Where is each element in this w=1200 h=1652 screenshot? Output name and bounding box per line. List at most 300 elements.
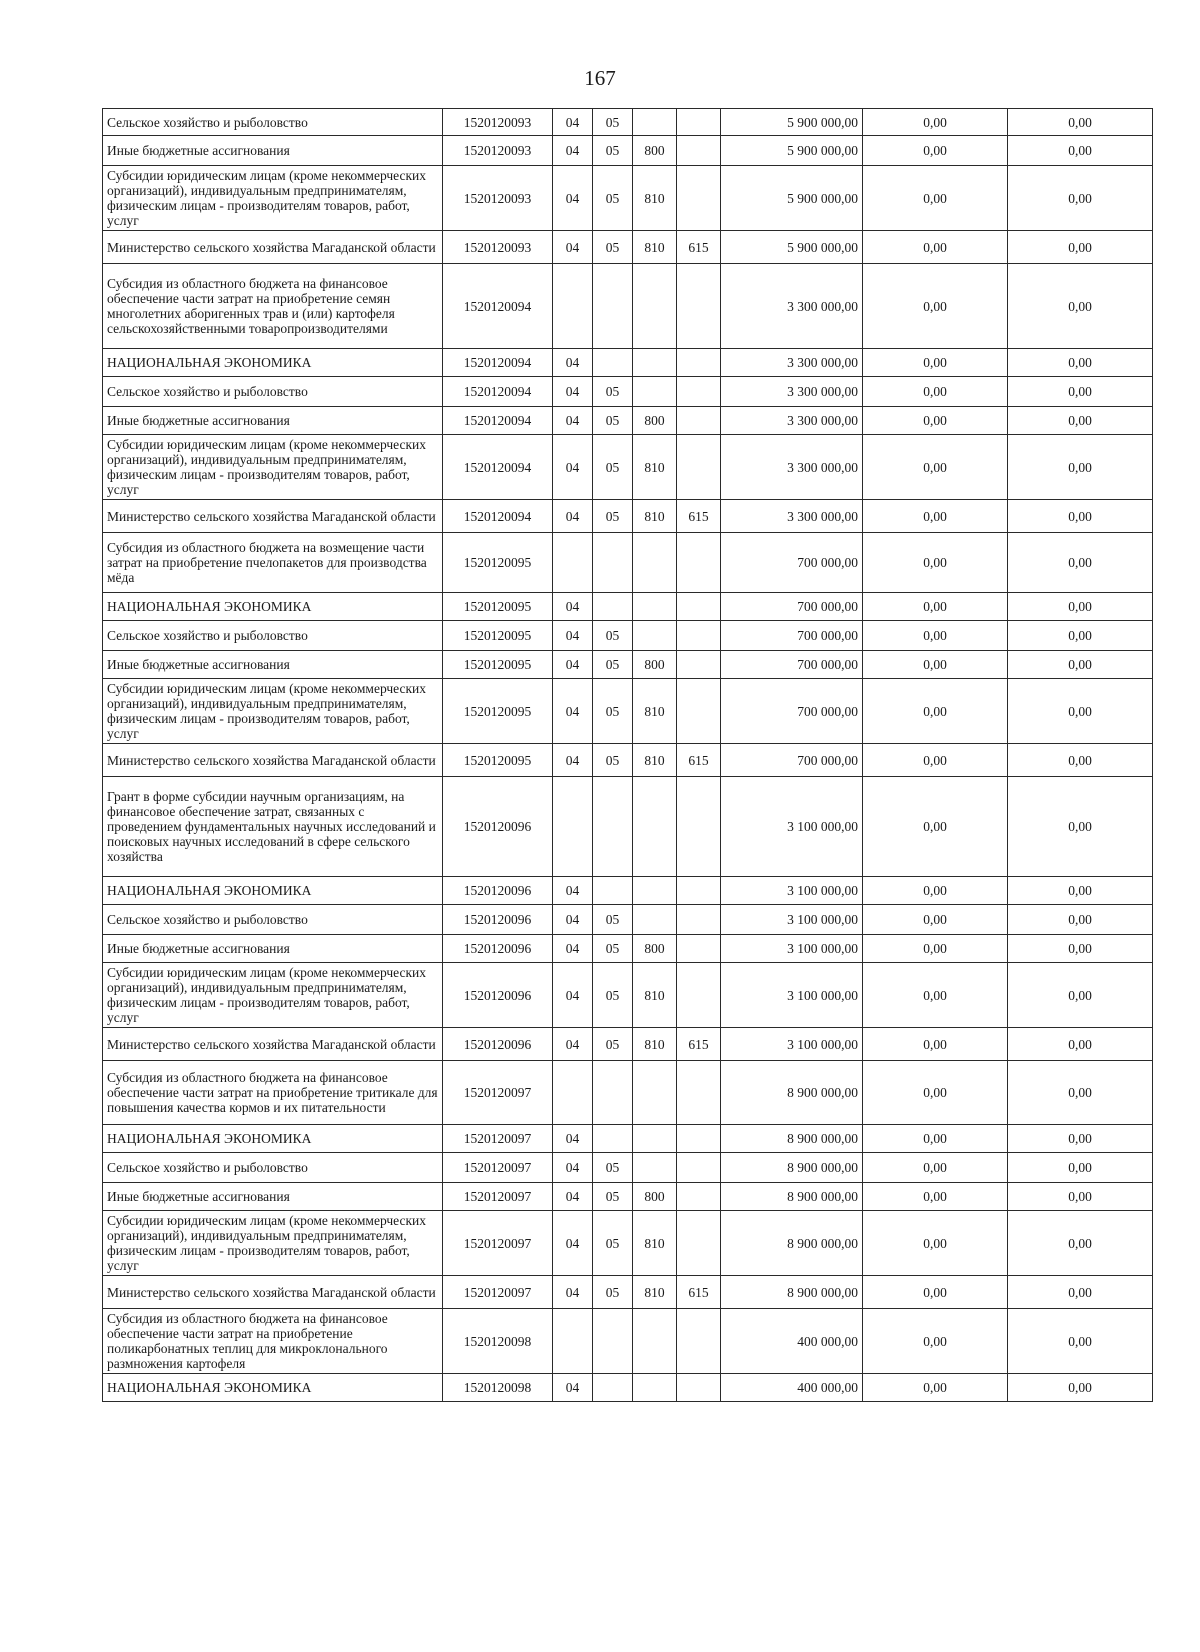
row-name: Субсидия из областного бюджета на возмещение части затрат на приобретение пчелопакетов для производства мёда	[103, 533, 443, 593]
table-row	[103, 1276, 1153, 1309]
csr-code: 1520120095	[443, 533, 553, 593]
section-code: 04	[553, 1183, 593, 1211]
expense-type-code: 810	[633, 1276, 677, 1309]
grbs-code	[677, 1211, 721, 1276]
expense-type-code: 810	[633, 231, 677, 264]
subsection-code: 05	[593, 621, 633, 651]
grbs-code	[677, 593, 721, 621]
grbs-code	[677, 935, 721, 963]
table-row	[103, 905, 1153, 935]
subsection-code	[593, 593, 633, 621]
amount-year3: 0,00	[1008, 963, 1153, 1028]
table-row	[103, 1183, 1153, 1211]
amount-year1: 8 900 000,00	[721, 1276, 863, 1309]
amount-year1: 5 900 000,00	[721, 231, 863, 264]
csr-code: 1520120098	[443, 1374, 553, 1402]
csr-code: 1520120097	[443, 1276, 553, 1309]
subsection-code: 05	[593, 679, 633, 744]
amount-year2: 0,00	[863, 1276, 1008, 1309]
csr-code: 1520120095	[443, 651, 553, 679]
csr-code: 1520120093	[443, 166, 553, 231]
section-code	[553, 1061, 593, 1125]
amount-year2: 0,00	[863, 1028, 1008, 1061]
row-name: Сельское хозяйство и рыболовство	[103, 621, 443, 651]
budget-table-body	[103, 109, 1153, 1402]
expense-type-code: 810	[633, 500, 677, 533]
amount-year3: 0,00	[1008, 935, 1153, 963]
amount-year3: 0,00	[1008, 877, 1153, 905]
csr-code: 1520120095	[443, 593, 553, 621]
row-name: Министерство сельского хозяйства Магаданской области	[103, 500, 443, 533]
csr-code: 1520120096	[443, 935, 553, 963]
section-code: 04	[553, 166, 593, 231]
amount-year1: 700 000,00	[721, 593, 863, 621]
csr-code: 1520120094	[443, 407, 553, 435]
row-name: Министерство сельского хозяйства Магаданской области	[103, 1276, 443, 1309]
section-code: 04	[553, 651, 593, 679]
subsection-code	[593, 877, 633, 905]
amount-year2: 0,00	[863, 905, 1008, 935]
row-name: Субсидии юридическим лицам (кроме некоммерческих организаций), индивидуальным предпринимателям, физическим лицам - производителям товаров, работ, услуг	[103, 963, 443, 1028]
section-code: 04	[553, 1374, 593, 1402]
section-code	[553, 264, 593, 349]
table-row	[103, 935, 1153, 963]
table-row	[103, 744, 1153, 777]
amount-year2: 0,00	[863, 1183, 1008, 1211]
amount-year1: 700 000,00	[721, 621, 863, 651]
amount-year3: 0,00	[1008, 1153, 1153, 1183]
expense-type-code	[633, 1125, 677, 1153]
subsection-code	[593, 1061, 633, 1125]
amount-year3: 0,00	[1008, 1061, 1153, 1125]
expense-type-code: 800	[633, 136, 677, 166]
amount-year1: 700 000,00	[721, 651, 863, 679]
amount-year3: 0,00	[1008, 264, 1153, 349]
grbs-code	[677, 533, 721, 593]
grbs-code	[677, 877, 721, 905]
amount-year1: 3 100 000,00	[721, 1028, 863, 1061]
table-row	[103, 877, 1153, 905]
csr-code: 1520120098	[443, 1309, 553, 1374]
expense-type-code: 810	[633, 1028, 677, 1061]
table-row	[103, 1211, 1153, 1276]
section-code: 04	[553, 231, 593, 264]
subsection-code: 05	[593, 1153, 633, 1183]
subsection-code	[593, 1309, 633, 1374]
expense-type-code	[633, 877, 677, 905]
expense-type-code: 810	[633, 963, 677, 1028]
amount-year3: 0,00	[1008, 593, 1153, 621]
row-name: Министерство сельского хозяйства Магаданской области	[103, 744, 443, 777]
expense-type-code	[633, 905, 677, 935]
row-name: НАЦИОНАЛЬНАЯ ЭКОНОМИКА	[103, 1374, 443, 1402]
amount-year1: 8 900 000,00	[721, 1125, 863, 1153]
amount-year2: 0,00	[863, 264, 1008, 349]
grbs-code: 615	[677, 744, 721, 777]
grbs-code	[677, 905, 721, 935]
table-row	[103, 500, 1153, 533]
row-name: Сельское хозяйство и рыболовство	[103, 109, 443, 136]
subsection-code: 05	[593, 905, 633, 935]
amount-year2: 0,00	[863, 621, 1008, 651]
subsection-code: 05	[593, 963, 633, 1028]
subsection-code: 05	[593, 435, 633, 500]
amount-year2: 0,00	[863, 1061, 1008, 1125]
csr-code: 1520120097	[443, 1061, 553, 1125]
amount-year2: 0,00	[863, 744, 1008, 777]
page-number: 167	[584, 66, 616, 90]
row-name: Иные бюджетные ассигнования	[103, 136, 443, 166]
expense-type-code	[633, 593, 677, 621]
amount-year3: 0,00	[1008, 533, 1153, 593]
expense-type-code	[633, 777, 677, 877]
section-code: 04	[553, 905, 593, 935]
amount-year2: 0,00	[863, 651, 1008, 679]
grbs-code	[677, 963, 721, 1028]
amount-year1: 3 100 000,00	[721, 777, 863, 877]
subsection-code: 05	[593, 166, 633, 231]
grbs-code	[677, 1374, 721, 1402]
expense-type-code: 810	[633, 166, 677, 231]
subsection-code: 05	[593, 109, 633, 136]
table-row	[103, 1309, 1153, 1374]
expense-type-code: 810	[633, 1211, 677, 1276]
section-code: 04	[553, 963, 593, 1028]
section-code: 04	[553, 500, 593, 533]
expense-type-code	[633, 1153, 677, 1183]
amount-year1: 400 000,00	[721, 1309, 863, 1374]
expense-type-code	[633, 109, 677, 136]
expense-type-code	[633, 377, 677, 407]
grbs-code	[677, 1061, 721, 1125]
grbs-code: 615	[677, 1276, 721, 1309]
budget-table	[102, 108, 1153, 1402]
grbs-code	[677, 136, 721, 166]
grbs-code: 615	[677, 1028, 721, 1061]
row-name: Сельское хозяйство и рыболовство	[103, 377, 443, 407]
table-row	[103, 231, 1153, 264]
amount-year3: 0,00	[1008, 109, 1153, 136]
amount-year3: 0,00	[1008, 136, 1153, 166]
amount-year1: 3 100 000,00	[721, 963, 863, 1028]
amount-year2: 0,00	[863, 963, 1008, 1028]
csr-code: 1520120096	[443, 963, 553, 1028]
row-name: Иные бюджетные ассигнования	[103, 1183, 443, 1211]
amount-year3: 0,00	[1008, 621, 1153, 651]
amount-year2: 0,00	[863, 1374, 1008, 1402]
row-name: Субсидия из областного бюджета на финансовое обеспечение части затрат на приобретение поликарбонатных теплиц для микроклонального размножения картофеля	[103, 1309, 443, 1374]
amount-year3: 0,00	[1008, 679, 1153, 744]
amount-year2: 0,00	[863, 349, 1008, 377]
grbs-code	[677, 621, 721, 651]
csr-code: 1520120094	[443, 500, 553, 533]
csr-code: 1520120096	[443, 777, 553, 877]
row-name: Министерство сельского хозяйства Магаданской области	[103, 1028, 443, 1061]
amount-year2: 0,00	[863, 231, 1008, 264]
amount-year1: 3 100 000,00	[721, 877, 863, 905]
section-code: 04	[553, 109, 593, 136]
subsection-code: 05	[593, 500, 633, 533]
amount-year1: 8 900 000,00	[721, 1183, 863, 1211]
csr-code: 1520120094	[443, 264, 553, 349]
expense-type-code	[633, 621, 677, 651]
csr-code: 1520120095	[443, 621, 553, 651]
amount-year2: 0,00	[863, 109, 1008, 136]
expense-type-code: 800	[633, 935, 677, 963]
row-name: Грант в форме субсидии научным организациям, на финансовое обеспечение затрат, связанных с проведением фундаментальных научных исследований и поисковых научных исследований в сфере сельского хозяйства	[103, 777, 443, 877]
amount-year3: 0,00	[1008, 500, 1153, 533]
amount-year1: 400 000,00	[721, 1374, 863, 1402]
amount-year1: 3 100 000,00	[721, 935, 863, 963]
amount-year1: 5 900 000,00	[721, 136, 863, 166]
row-name: Субсидии юридическим лицам (кроме некоммерческих организаций), индивидуальным предпринимателям, физическим лицам - производителям товаров, работ, услуг	[103, 166, 443, 231]
table-row	[103, 1061, 1153, 1125]
amount-year1: 3 300 000,00	[721, 500, 863, 533]
subsection-code	[593, 1125, 633, 1153]
section-code: 04	[553, 877, 593, 905]
csr-code: 1520120093	[443, 136, 553, 166]
grbs-code	[677, 1309, 721, 1374]
grbs-code	[677, 349, 721, 377]
expense-type-code	[633, 1374, 677, 1402]
amount-year3: 0,00	[1008, 1276, 1153, 1309]
amount-year1: 3 300 000,00	[721, 407, 863, 435]
subsection-code: 05	[593, 407, 633, 435]
grbs-code	[677, 777, 721, 877]
table-row	[103, 109, 1153, 136]
subsection-code: 05	[593, 377, 633, 407]
table-row	[103, 963, 1153, 1028]
table-row	[103, 621, 1153, 651]
row-name: Субсидии юридическим лицам (кроме некоммерческих организаций), индивидуальным предпринимателям, физическим лицам - производителям товаров, работ, услуг	[103, 679, 443, 744]
expense-type-code: 800	[633, 651, 677, 679]
table-row	[103, 166, 1153, 231]
row-name: Министерство сельского хозяйства Магаданской области	[103, 231, 443, 264]
amount-year1: 5 900 000,00	[721, 109, 863, 136]
amount-year2: 0,00	[863, 1125, 1008, 1153]
section-code: 04	[553, 1153, 593, 1183]
amount-year2: 0,00	[863, 593, 1008, 621]
subsection-code: 05	[593, 935, 633, 963]
section-code	[553, 777, 593, 877]
csr-code: 1520120096	[443, 877, 553, 905]
amount-year1: 8 900 000,00	[721, 1061, 863, 1125]
grbs-code	[677, 651, 721, 679]
row-name: Иные бюджетные ассигнования	[103, 407, 443, 435]
subsection-code: 05	[593, 1028, 633, 1061]
table-row	[103, 349, 1153, 377]
amount-year2: 0,00	[863, 435, 1008, 500]
grbs-code: 615	[677, 231, 721, 264]
section-code: 04	[553, 407, 593, 435]
row-name: Сельское хозяйство и рыболовство	[103, 1153, 443, 1183]
amount-year1: 3 300 000,00	[721, 264, 863, 349]
table-row	[103, 1028, 1153, 1061]
grbs-code	[677, 377, 721, 407]
row-name: Субсидии юридическим лицам (кроме некоммерческих организаций), индивидуальным предпринимателям, физическим лицам - производителям товаров, работ, услуг	[103, 1211, 443, 1276]
csr-code: 1520120097	[443, 1153, 553, 1183]
expense-type-code: 800	[633, 407, 677, 435]
row-name: НАЦИОНАЛЬНАЯ ЭКОНОМИКА	[103, 349, 443, 377]
subsection-code	[593, 264, 633, 349]
section-code: 04	[553, 593, 593, 621]
amount-year3: 0,00	[1008, 231, 1153, 264]
csr-code: 1520120096	[443, 1028, 553, 1061]
subsection-code: 05	[593, 744, 633, 777]
grbs-code	[677, 1153, 721, 1183]
subsection-code: 05	[593, 231, 633, 264]
expense-type-code	[633, 1309, 677, 1374]
amount-year2: 0,00	[863, 407, 1008, 435]
subsection-code: 05	[593, 1211, 633, 1276]
csr-code: 1520120094	[443, 349, 553, 377]
section-code	[553, 1309, 593, 1374]
table-row	[103, 593, 1153, 621]
table-row	[103, 407, 1153, 435]
expense-type-code	[633, 264, 677, 349]
section-code: 04	[553, 935, 593, 963]
table-row	[103, 1374, 1153, 1402]
grbs-code	[677, 435, 721, 500]
section-code: 04	[553, 621, 593, 651]
csr-code: 1520120093	[443, 231, 553, 264]
section-code: 04	[553, 435, 593, 500]
section-code: 04	[553, 1276, 593, 1309]
row-name: Иные бюджетные ассигнования	[103, 935, 443, 963]
amount-year1: 700 000,00	[721, 679, 863, 744]
subsection-code: 05	[593, 136, 633, 166]
amount-year2: 0,00	[863, 935, 1008, 963]
subsection-code	[593, 777, 633, 877]
table-row	[103, 679, 1153, 744]
table-row	[103, 377, 1153, 407]
subsection-code: 05	[593, 1276, 633, 1309]
subsection-code	[593, 349, 633, 377]
amount-year3: 0,00	[1008, 435, 1153, 500]
amount-year3: 0,00	[1008, 1028, 1153, 1061]
grbs-code	[677, 166, 721, 231]
row-name: НАЦИОНАЛЬНАЯ ЭКОНОМИКА	[103, 593, 443, 621]
amount-year2: 0,00	[863, 1309, 1008, 1374]
table-row	[103, 651, 1153, 679]
grbs-code	[677, 407, 721, 435]
section-code: 04	[553, 136, 593, 166]
row-name: Субсидия из областного бюджета на финансовое обеспечение части затрат на приобретение тритикале для повышения качества кормов и их питательности	[103, 1061, 443, 1125]
amount-year2: 0,00	[863, 166, 1008, 231]
expense-type-code: 800	[633, 1183, 677, 1211]
amount-year1: 700 000,00	[721, 744, 863, 777]
amount-year2: 0,00	[863, 777, 1008, 877]
csr-code: 1520120094	[443, 377, 553, 407]
table-row	[103, 1125, 1153, 1153]
amount-year1: 3 300 000,00	[721, 435, 863, 500]
table-row	[103, 777, 1153, 877]
amount-year2: 0,00	[863, 1153, 1008, 1183]
table-row	[103, 264, 1153, 349]
amount-year1: 8 900 000,00	[721, 1211, 863, 1276]
amount-year3: 0,00	[1008, 377, 1153, 407]
amount-year1: 8 900 000,00	[721, 1153, 863, 1183]
table-row	[103, 136, 1153, 166]
amount-year3: 0,00	[1008, 1211, 1153, 1276]
grbs-code	[677, 264, 721, 349]
grbs-code	[677, 109, 721, 136]
csr-code: 1520120097	[443, 1183, 553, 1211]
section-code: 04	[553, 679, 593, 744]
subsection-code	[593, 1374, 633, 1402]
expense-type-code: 810	[633, 435, 677, 500]
amount-year3: 0,00	[1008, 1309, 1153, 1374]
expense-type-code	[633, 349, 677, 377]
csr-code: 1520120096	[443, 905, 553, 935]
amount-year2: 0,00	[863, 377, 1008, 407]
row-name: НАЦИОНАЛЬНАЯ ЭКОНОМИКА	[103, 1125, 443, 1153]
subsection-code: 05	[593, 1183, 633, 1211]
amount-year1: 3 100 000,00	[721, 905, 863, 935]
amount-year2: 0,00	[863, 533, 1008, 593]
expense-type-code: 810	[633, 679, 677, 744]
amount-year1: 3 300 000,00	[721, 377, 863, 407]
row-name: Сельское хозяйство и рыболовство	[103, 905, 443, 935]
amount-year2: 0,00	[863, 136, 1008, 166]
amount-year3: 0,00	[1008, 905, 1153, 935]
amount-year3: 0,00	[1008, 1183, 1153, 1211]
amount-year3: 0,00	[1008, 744, 1153, 777]
section-code: 04	[553, 349, 593, 377]
subsection-code	[593, 533, 633, 593]
section-code: 04	[553, 1211, 593, 1276]
amount-year1: 700 000,00	[721, 533, 863, 593]
amount-year3: 0,00	[1008, 166, 1153, 231]
amount-year3: 0,00	[1008, 651, 1153, 679]
amount-year3: 0,00	[1008, 349, 1153, 377]
csr-code: 1520120097	[443, 1125, 553, 1153]
csr-code: 1520120095	[443, 744, 553, 777]
table-row	[103, 533, 1153, 593]
csr-code: 1520120095	[443, 679, 553, 744]
csr-code: 1520120097	[443, 1211, 553, 1276]
grbs-code: 615	[677, 500, 721, 533]
grbs-code	[677, 1125, 721, 1153]
row-name: Субсидия из областного бюджета на финансовое обеспечение части затрат на приобретение семян многолетних аборигенных трав и (или) картофеля сельскохозяйственными товаропроизводителями	[103, 264, 443, 349]
table-row	[103, 1153, 1153, 1183]
row-name: НАЦИОНАЛЬНАЯ ЭКОНОМИКА	[103, 877, 443, 905]
expense-type-code	[633, 533, 677, 593]
amount-year3: 0,00	[1008, 1125, 1153, 1153]
expense-type-code: 810	[633, 744, 677, 777]
section-code: 04	[553, 1028, 593, 1061]
expense-type-code	[633, 1061, 677, 1125]
grbs-code	[677, 679, 721, 744]
section-code: 04	[553, 1125, 593, 1153]
amount-year3: 0,00	[1008, 777, 1153, 877]
row-name: Иные бюджетные ассигнования	[103, 651, 443, 679]
amount-year1: 3 300 000,00	[721, 349, 863, 377]
csr-code: 1520120093	[443, 109, 553, 136]
subsection-code: 05	[593, 651, 633, 679]
csr-code: 1520120094	[443, 435, 553, 500]
amount-year2: 0,00	[863, 500, 1008, 533]
amount-year3: 0,00	[1008, 407, 1153, 435]
section-code: 04	[553, 377, 593, 407]
amount-year2: 0,00	[863, 679, 1008, 744]
grbs-code	[677, 1183, 721, 1211]
section-code	[553, 533, 593, 593]
row-name: Субсидии юридическим лицам (кроме некоммерческих организаций), индивидуальным предпринимателям, физическим лицам - производителям товаров, работ, услуг	[103, 435, 443, 500]
amount-year2: 0,00	[863, 877, 1008, 905]
amount-year1: 5 900 000,00	[721, 166, 863, 231]
table-row	[103, 435, 1153, 500]
